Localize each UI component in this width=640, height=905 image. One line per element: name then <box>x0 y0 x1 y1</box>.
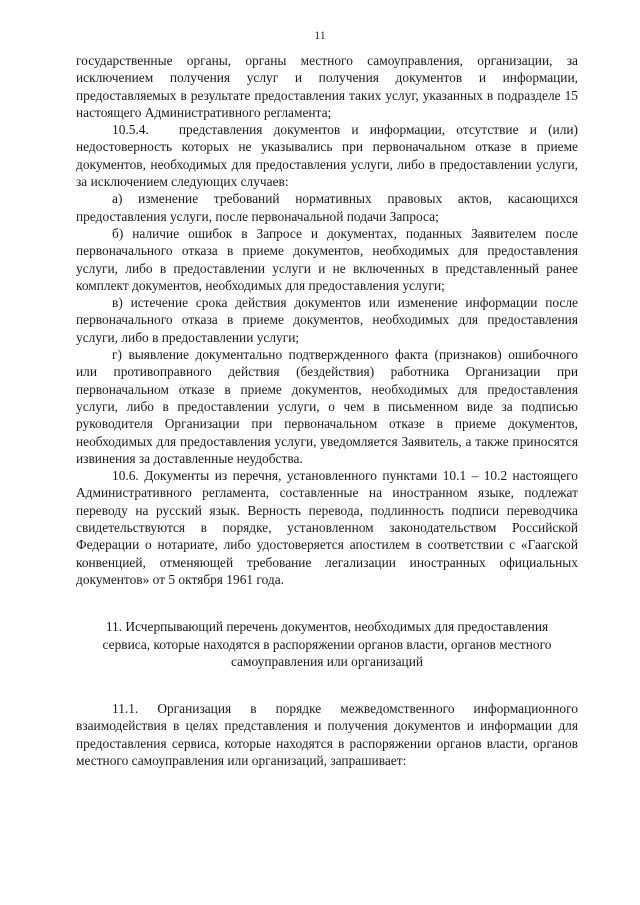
paragraph-11-1: 11.1. Организация в порядке межведомственного информационного взаимодействия в целях представления и получения документов и информации для предоставления сервиса, которые находятся в распоряжении органов власти, органов местного самоуправления или организаций, запрашивает: <box>76 701 578 768</box>
paragraph-item-b: б) наличие ошибок в Запросе и документах, поданных Заявителем после первоначального отказа в приеме документов, необходимых для предоставления услуги, либо в предоставлении услуги и не включенных в представленный ранее комплект документов, необходимых для предоставления услуги; <box>76 225 578 293</box>
document-body <box>76 52 578 769</box>
section-heading: 11. Исчерпывающий перечень документов, необходимых для предоставления сервиса, которые находятся в распоряжении органов власти, органов местного самоуправления или организаций <box>102 619 552 669</box>
paragraph-item-v: в) истечение срока действия документов или изменение информации после первоначального отказа в приеме документов, необходимых для предоставления услуги, либо в предоставлении услуги; <box>76 295 578 345</box>
paragraph-item-a: а) изменение требований нормативных правовых актов, касающихся предоставления услуги, после первоначальной подачи Запроса; <box>76 191 578 224</box>
clause-text: представления документов и информации, отсутствие и (или) недостоверность которых не указывались при первоначальном отказе в приеме документов, необходимых для предоставления услуги, либо в предоставлении услуги, за исключением следующих случаев: <box>76 122 578 190</box>
clause-number: 10.5.4. <box>112 122 149 138</box>
paragraph-10-5-4 <box>76 121 578 190</box>
paragraph-10-6: 10.6. Документы из перечня, установленного пунктами 10.1 – 10.2 настоящего Административного регламента, составленные на иностранном языке, подлежат переводу на русский язык. Верность перевода, подлинность подписи переводчика свидетельствуются в порядке, установленном законодательством Российской Федерации о нотариате, либо удостоверяется апостилем в соответствии с «Гаагской конвенцией, отменяющей требование легализации иностранных официальных документов» от 5 октября 1961 года. <box>76 468 578 587</box>
paragraph-continuation: государственные органы, органы местного самоуправления, организации, за исключением получения услуг и получения документов и информации, предоставляемых в результате предоставления таких услуг, указанных в подразделе 15 настоящего Административного регламента; <box>76 53 578 120</box>
paragraph-item-g: г) выявление документально подтвержденного факта (признаков) ошибочного или противоправного действия (бездействия) работника Организации при первоначальном отказе в приеме документов, необходимых для предоставления услуги, либо в предоставлении услуги, о чем в письменном виде за подписью руководителя Организации при первоначальном отказе в приеме документов, необходимых для предоставления услуги, уведомляется Заявитель, а также приносятся извинения за доставленные неудобства. <box>76 347 578 466</box>
page-number: 11 <box>314 28 326 42</box>
